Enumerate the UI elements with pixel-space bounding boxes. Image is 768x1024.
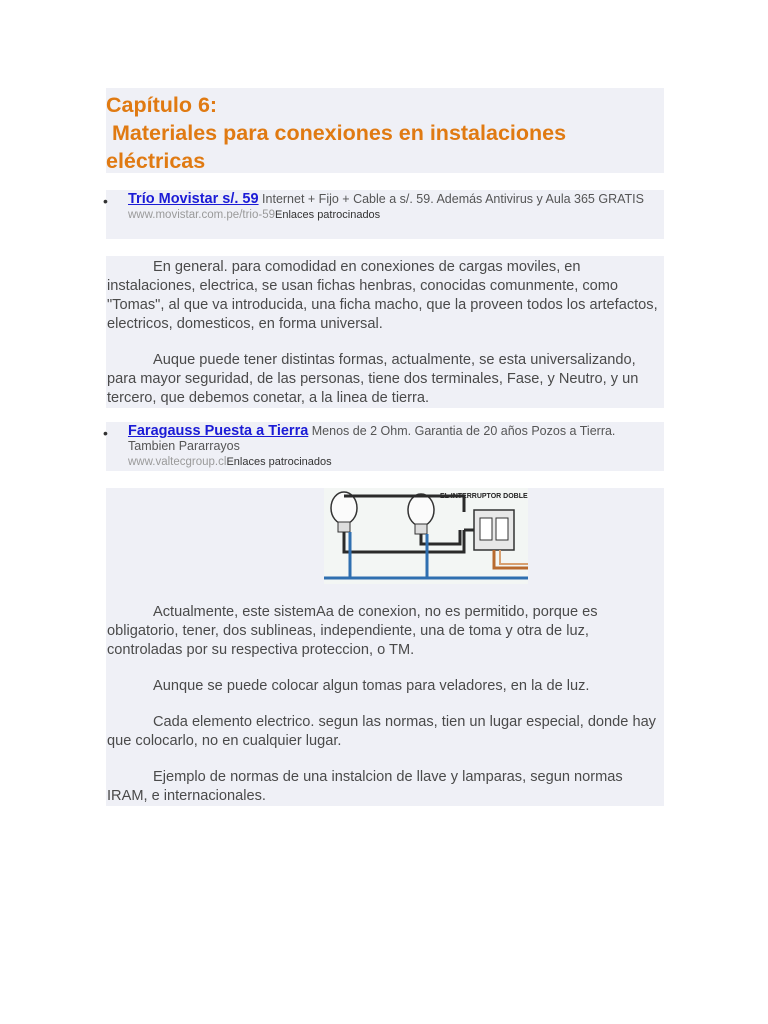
ad-url[interactable]: www.movistar.com.pe/trio-59 [128,209,275,221]
paragraph: Ejemplo de normas de una instalcion de llave y lamparas, segun normas IRAM, e internacionales. [107,769,623,804]
sponsored-ad-2 [103,422,664,471]
ad-sponsored-tag: Enlaces patrocinados [226,456,332,468]
paragraph: Cada elemento electrico. segun las normas, tien un lugar especial, donde hay que colocarlo, no en cualquier lugar. [107,714,656,749]
double-switch-wiring-figure [324,488,528,584]
chapter-title-line-1: Materiales para conexiones en instalaciones [106,121,567,145]
chapter-title-line-2: eléctricas [106,149,206,173]
chapter-number: Capítulo 6: [106,93,218,117]
figure-label: EL INTERRUPTOR DOBLE [440,493,528,500]
sponsored-ad-1 [103,190,664,239]
ad-description: Menos de 2 Ohm. Garantia de 20 años Pozos a Tierra. Tambien Pararrayos [128,424,616,453]
bullet-icon: • [103,425,108,441]
ad-url[interactable]: www.valtecgroup.cl [128,456,227,468]
ad-link-trio-movistar[interactable]: Trío Movistar s/. 59 [128,191,259,207]
paragraph: En general. para comodidad en conexiones de cargas moviles, en instalaciones, electrica, se usan fichas henbras, conocidas comunmente, como "Tomas", al que va introducida, una ficha macho, que la proveen todos los artefactos, electricos, domesticos, en forma universal. [107,259,658,332]
text-section-1 [106,256,664,408]
paragraph: Auque puede tener distintas formas, actualmente, se esta universalizando, para mayor seguridad, de las personas, tiene dos terminales, Fase, y Neutro, y un tercero, que debemos conetar, a la linea de tierra. [107,352,639,406]
chapter-title-block [106,88,664,173]
ad-sponsored-tag: Enlaces patrocinados [275,209,381,221]
ad-description: Internet + Fijo + Cable a s/. 59. Además Antivirus y Aula 365 GRATIS [262,192,644,206]
wiring-diagram-icon [324,488,528,584]
ad-link-faragauss[interactable]: Faragauss Puesta a Tierra [128,423,309,439]
paragraph: Actualmente, este sistemAa de conexion, no es permitido, porque es obligatorio, tener, dos sublineas, independiente, una de toma y otra de luz, controladas por su respectiva proteccion, o TM. [107,604,598,658]
bullet-icon: • [103,193,108,209]
double-switch-icon [474,510,514,550]
paragraph: Aunque se puede colocar algun tomas para veladores, en la de luz. [153,678,590,694]
